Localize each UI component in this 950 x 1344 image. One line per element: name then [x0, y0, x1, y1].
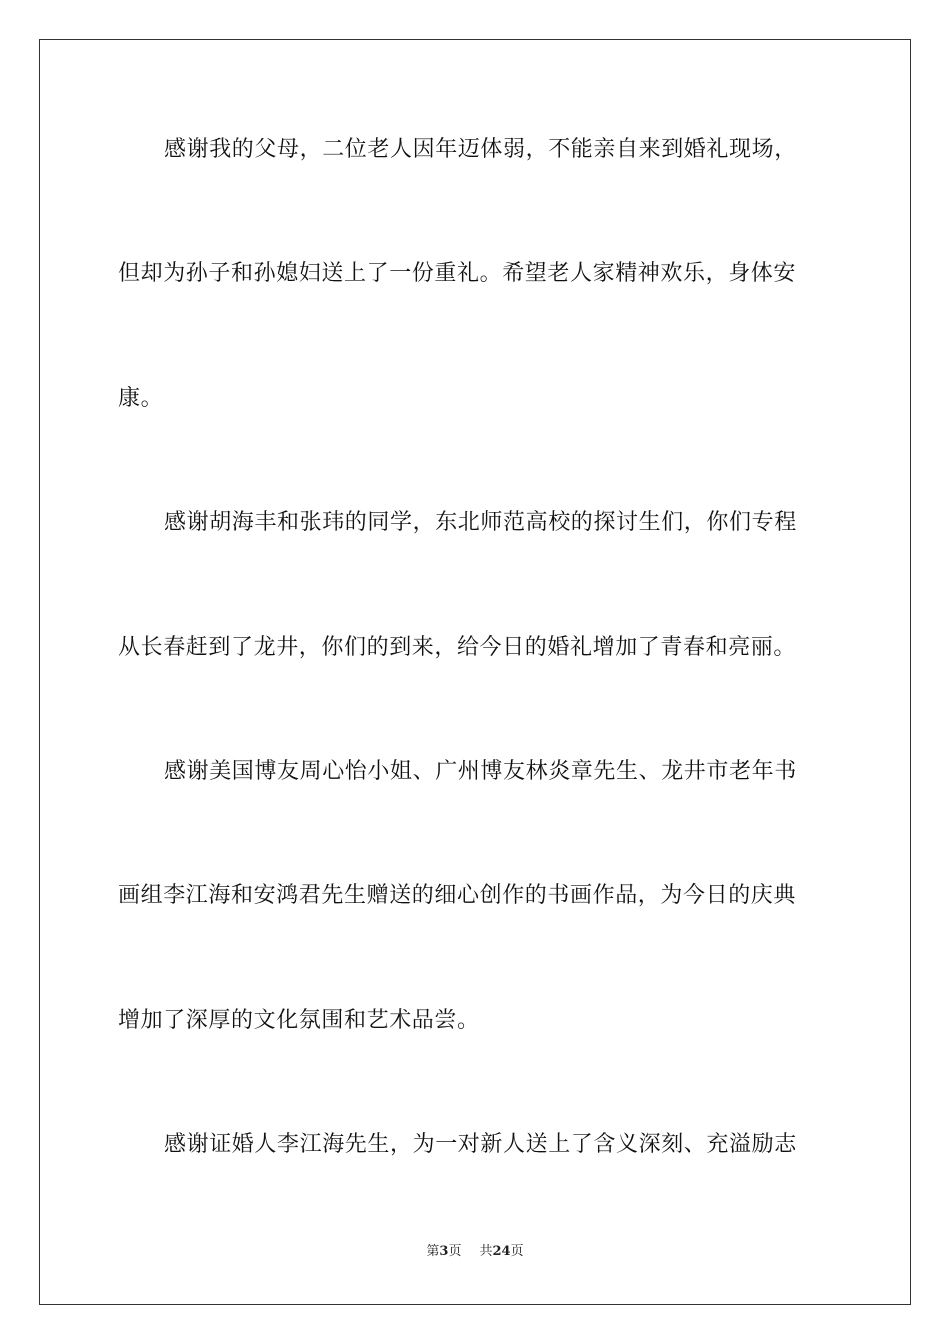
page-number: 3 [439, 1244, 449, 1259]
page-border [39, 39, 911, 1305]
paragraph-line: 感谢证婚人李江海先生，为一对新人送上了含义深刻、充溢励志 [164, 1132, 797, 1157]
paragraph-line: 感谢胡海丰和张玮的同学，东北师范高校的探讨生们，你们专程 [164, 510, 797, 535]
paragraph-line: 感谢我的父母，二位老人因年迈体弱，不能亲自来到婚礼现场， [164, 137, 797, 162]
page-footer [0, 1243, 950, 1261]
total-suffix: 页 [510, 1244, 524, 1259]
paragraph-line: 画组李江海和安鸿君先生赠送的细心创作的书画作品，为今日的庆典 [118, 883, 797, 908]
paragraph-line: 但却为孙子和孙媳妇送上了一份重礼。希望老人家精神欢乐，身体安 [118, 261, 797, 286]
paragraph-line: 感谢美国博友周心怡小姐、广州博友林炎章先生、龙井市老年书 [164, 759, 797, 784]
page-suffix: 页 [448, 1244, 462, 1259]
total-prefix: 共 [479, 1244, 493, 1259]
page-prefix: 第 [426, 1244, 440, 1259]
paragraph-line: 康。 [118, 386, 164, 411]
paragraph-line: 从长春赶到了龙井，你们的到来，给今日的婚礼增加了青春和亮丽。 [118, 635, 797, 660]
paragraph-line: 增加了深厚的文化氛围和艺术品尝。 [118, 1008, 480, 1033]
total-pages: 24 [492, 1244, 511, 1259]
